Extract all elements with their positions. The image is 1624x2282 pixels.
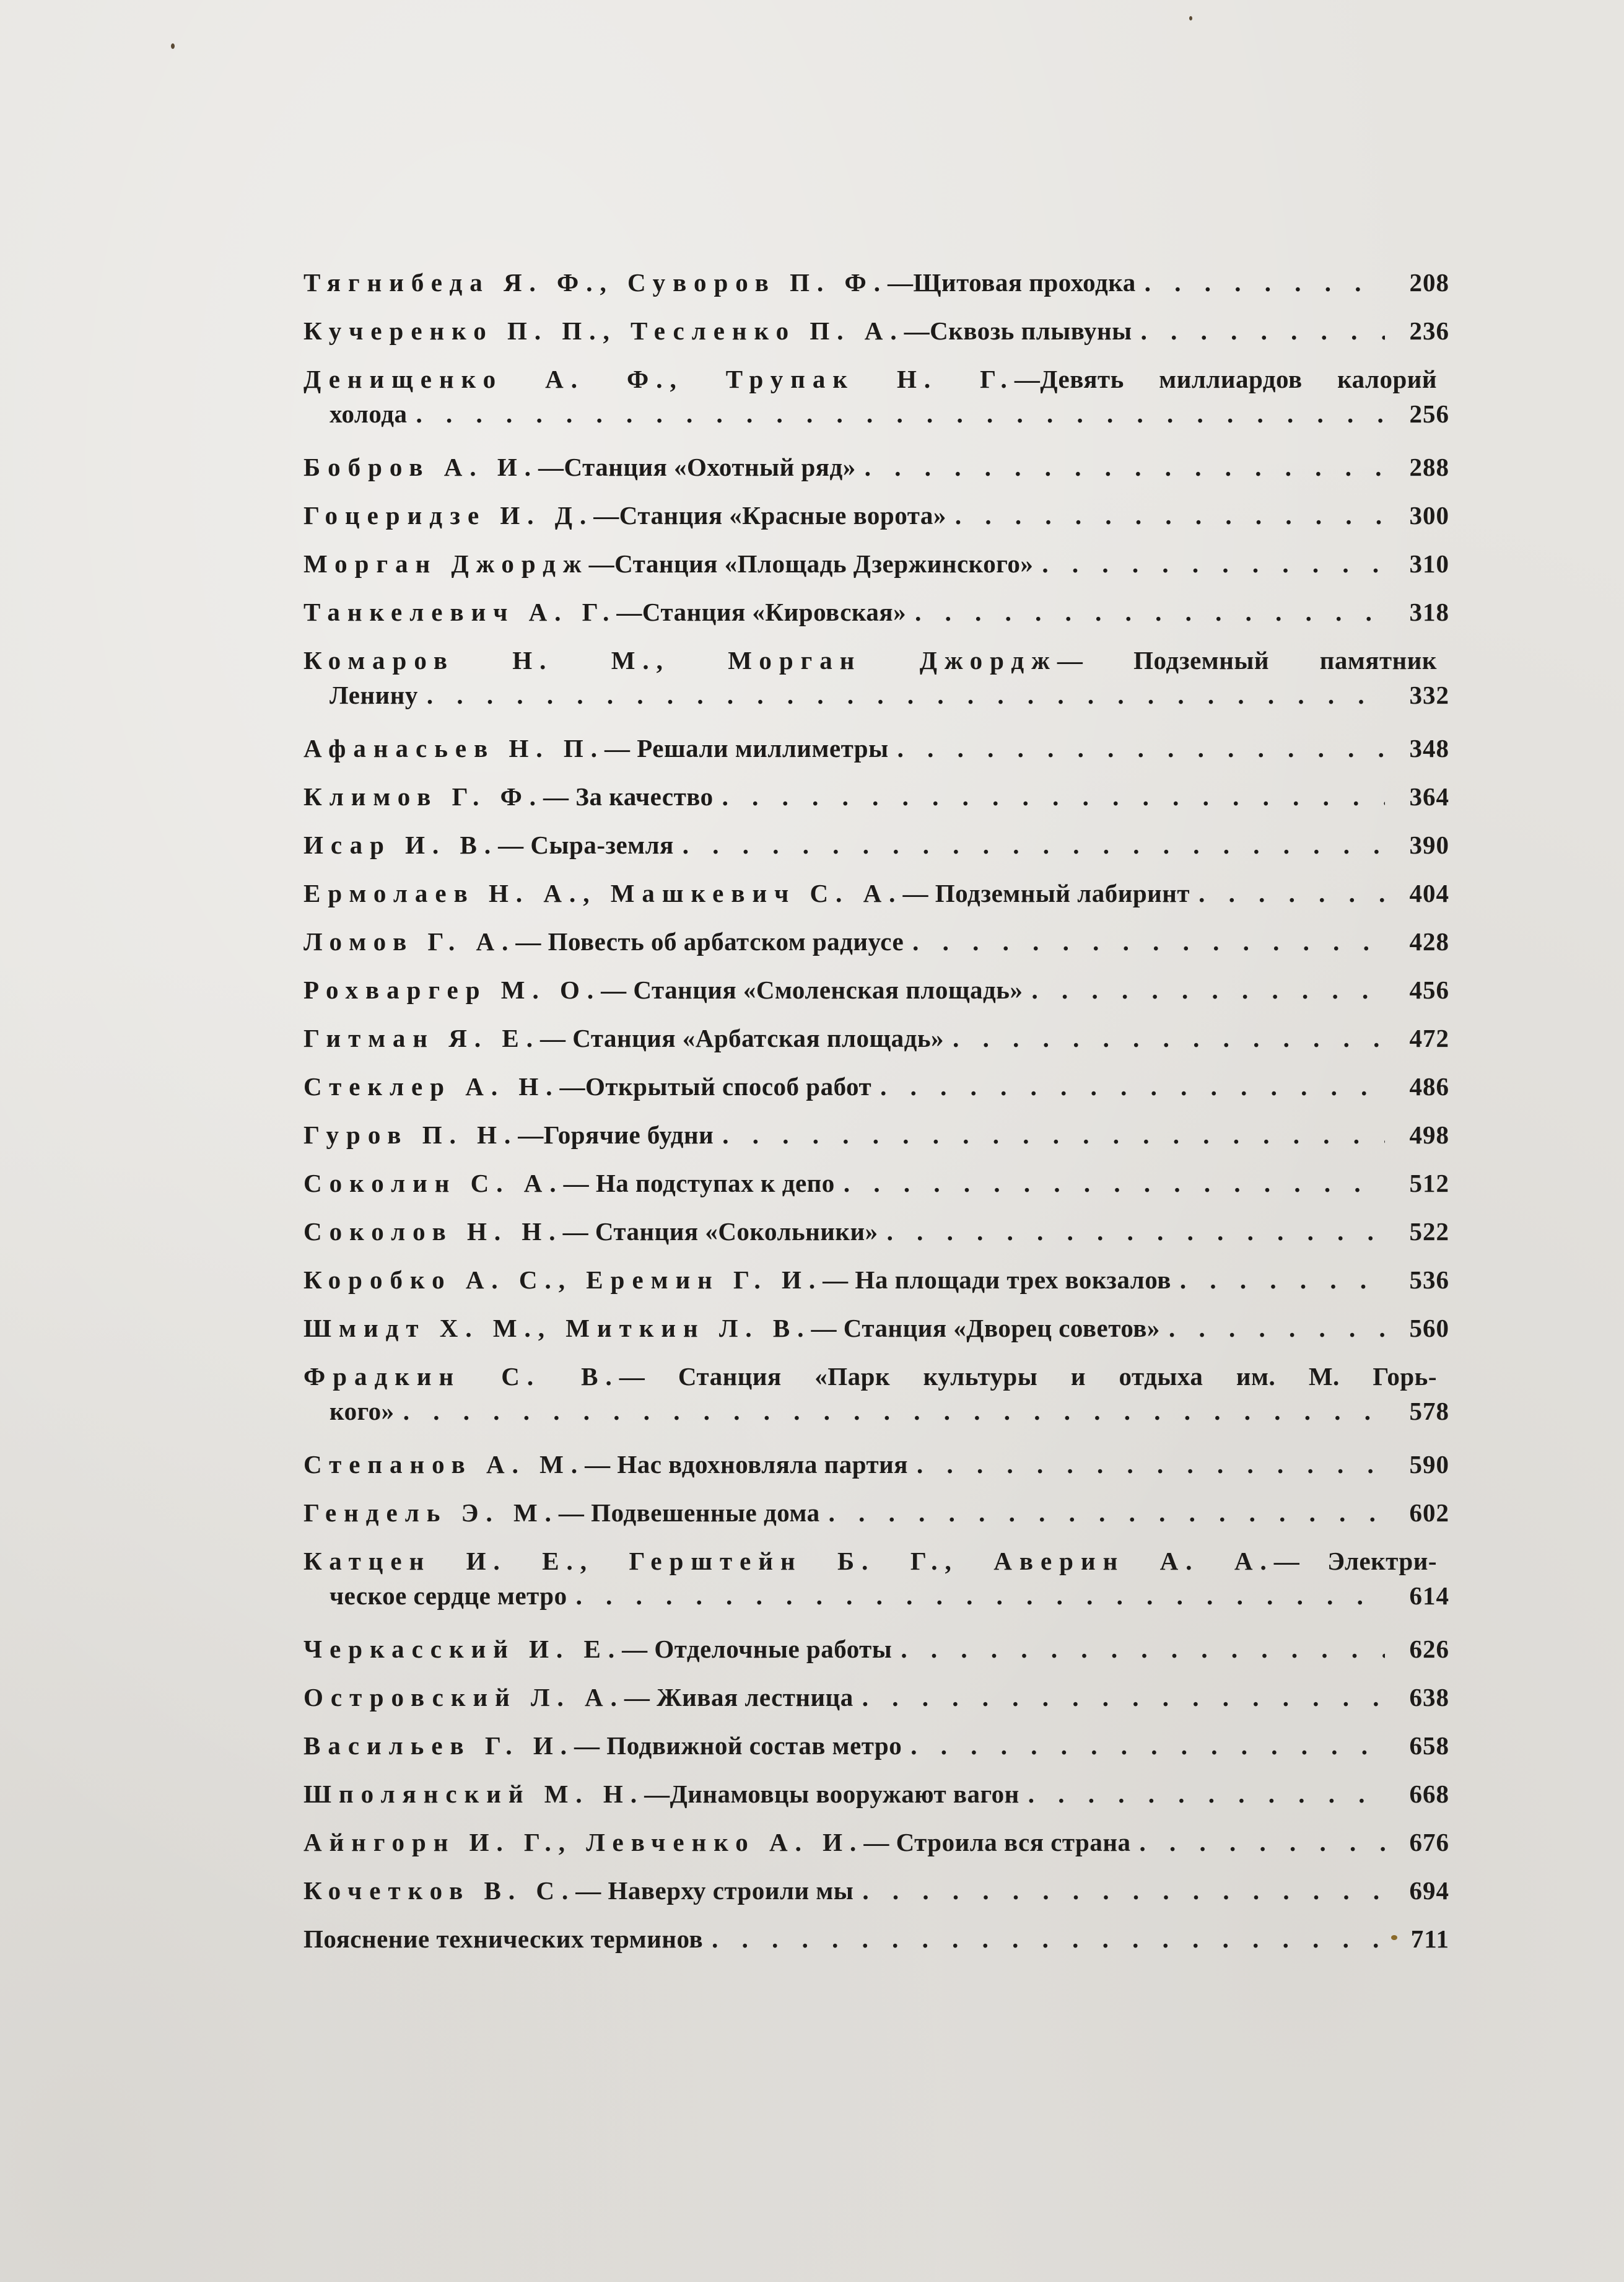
toc-authors: Бобров А. И.	[303, 453, 539, 481]
toc-title: — Станция «Сокольники»	[562, 1217, 878, 1246]
toc-entry	[303, 1214, 1449, 1262]
toc-title: — Живая лестница	[624, 1683, 853, 1712]
toc-entry	[303, 265, 1449, 313]
toc-title: — Подвижной состав метро	[574, 1731, 902, 1760]
toc-page-number: 498	[1409, 1121, 1449, 1149]
dot-leader	[576, 1578, 1385, 1613]
toc-title: — На площади трех вокзалов	[823, 1266, 1171, 1294]
toc-authors: Гендель Э. М.	[303, 1498, 559, 1527]
toc-authors: Соколин С. А.	[303, 1169, 564, 1197]
toc-entry	[303, 313, 1449, 362]
dot-leader	[722, 779, 1385, 814]
paper-speck	[1189, 16, 1192, 20]
toc-authors: Васильев Г. И.	[303, 1731, 575, 1760]
toc-page-number: 208	[1409, 268, 1449, 297]
toc-title: холода	[330, 400, 408, 428]
dot-leader	[712, 1921, 1385, 1956]
toc-page-number: 486	[1409, 1072, 1449, 1101]
toc-authors: Шмидт Х. М., Миткин Л. В.	[303, 1314, 811, 1342]
toc-title: — Станция «Дворец советов»	[811, 1314, 1160, 1342]
toc-title: —Девять миллиардов калорий	[1014, 365, 1438, 393]
toc-entry	[303, 362, 1449, 450]
toc-authors: Морган Джордж	[303, 549, 589, 578]
toc-entry	[303, 779, 1449, 828]
toc-page-number: 638	[1409, 1683, 1449, 1712]
toc-page-number: 428	[1409, 927, 1449, 956]
toc-entry	[303, 1728, 1449, 1777]
toc-page-number: 536	[1409, 1266, 1449, 1294]
toc-title: Ленину	[330, 681, 418, 709]
toc-page-number: 318	[1409, 598, 1449, 626]
toc-page-number: 332	[1409, 681, 1449, 709]
toc-entry	[303, 1311, 1449, 1359]
toc-entry	[303, 643, 1449, 731]
toc-page-number: 348	[1409, 734, 1449, 763]
toc-authors: Айнгорн И. Г., Левченко А. И.	[303, 1828, 864, 1856]
toc-title: — Станция «Парк культуры и отдыха им. М. Горь-	[619, 1362, 1437, 1391]
toc-entry	[303, 1069, 1449, 1117]
dot-leader	[722, 1117, 1385, 1152]
toc-authors: Фрадкин С. В.	[303, 1362, 619, 1391]
toc-authors: Танкелевич А. Г.	[303, 598, 617, 626]
dot-leader	[887, 1214, 1385, 1249]
toc-page-number: 560	[1409, 1314, 1449, 1342]
toc-title: —Станция «Красные ворота»	[593, 501, 946, 530]
dot-leader	[427, 678, 1385, 712]
toc-entry	[303, 1777, 1449, 1825]
toc-page-number: 300	[1409, 501, 1449, 530]
toc-entry	[303, 924, 1449, 973]
toc-entry	[303, 828, 1449, 876]
dot-leader	[1180, 1262, 1385, 1297]
toc-page-number: 522	[1409, 1217, 1449, 1246]
toc-title: —Станция «Кировская»	[616, 598, 907, 626]
toc-title: — Нас вдохновляла партия	[585, 1450, 908, 1479]
toc-title: —Станция «Площадь Дзержинского»	[588, 549, 1034, 578]
dot-leader	[1028, 1777, 1385, 1811]
toc-title: —Горячие будни	[518, 1121, 714, 1149]
toc-title: — Сыра-земля	[498, 831, 674, 859]
toc-entry	[303, 731, 1449, 779]
toc-title: — Электри-	[1273, 1547, 1437, 1575]
toc-title: — Станция «Смоленская площадь»	[601, 976, 1023, 1004]
toc-authors: Стеклер А. Н.	[303, 1072, 560, 1101]
dot-leader	[955, 498, 1385, 533]
dot-leader	[912, 924, 1385, 959]
toc-authors: Кочетков В. С.	[303, 1876, 576, 1905]
toc-authors: Гуров П. Н.	[303, 1121, 518, 1149]
toc-page-number: 472	[1409, 1024, 1449, 1052]
toc-page-number: 578	[1409, 1397, 1449, 1425]
toc-entry	[303, 876, 1449, 924]
toc-entry	[303, 1359, 1449, 1447]
toc-entry	[303, 1921, 1449, 1970]
toc-title: —Щитовая проходка	[888, 268, 1136, 297]
toc-page-number: 236	[1409, 317, 1449, 345]
toc-authors: Комаров Н. М., Морган Джордж	[303, 646, 1057, 675]
dot-leader	[865, 450, 1385, 484]
table-of-contents	[303, 265, 1449, 1970]
toc-entry	[303, 1544, 1449, 1632]
toc-page-number: 694	[1409, 1876, 1449, 1905]
toc-entry	[303, 1447, 1449, 1495]
toc-authors: Островский Л. А.	[303, 1683, 624, 1712]
toc-title: —Станция «Охотный ряд»	[538, 453, 856, 481]
dot-leader	[915, 595, 1385, 629]
toc-authors: Денищенко А. Ф., Трупак Н. Г.	[303, 365, 1015, 393]
toc-entry	[303, 1262, 1449, 1311]
toc-authors: Рохваргер М. О.	[303, 976, 601, 1004]
toc-entry	[303, 1117, 1449, 1166]
toc-page-number: 668	[1409, 1780, 1449, 1808]
toc-title: — Отделочные работы	[622, 1635, 893, 1663]
toc-title: ческое сердце метро	[330, 1581, 567, 1610]
toc-authors: Катцен И. Е., Герштейн Б. Г., Аверин А. А.	[303, 1547, 1274, 1575]
dot-leader	[829, 1495, 1385, 1530]
toc-title: — На подступах к депо	[563, 1169, 835, 1197]
toc-authors: Соколов Н. Н.	[303, 1217, 563, 1246]
toc-page-number: 390	[1409, 831, 1449, 859]
toc-title: кого»	[330, 1397, 395, 1425]
toc-title: —Открытый способ работ	[559, 1072, 872, 1101]
toc-entry	[303, 1873, 1449, 1921]
toc-page-number: 512	[1409, 1169, 1449, 1197]
dot-leader	[844, 1166, 1385, 1200]
toc-page-number: 456	[1409, 976, 1449, 1004]
dot-leader	[1139, 1825, 1385, 1860]
toc-authors: Тягнибеда Я. Ф., Суворов П. Ф.	[303, 268, 888, 297]
toc-page-number: 614	[1409, 1581, 1449, 1610]
toc-page-number: 310	[1409, 549, 1449, 578]
toc-entry	[303, 498, 1449, 546]
toc-entry	[303, 1166, 1449, 1214]
dot-leader	[880, 1069, 1385, 1104]
toc-title: — Подземный памятник	[1057, 646, 1437, 675]
toc-title: —Динамовцы вооружают вагон	[644, 1780, 1019, 1808]
dot-leader	[683, 828, 1385, 862]
toc-authors: Гоцеридзе И. Д.	[303, 501, 594, 530]
dot-leader	[1141, 313, 1385, 348]
toc-entry	[303, 973, 1449, 1021]
dot-leader	[917, 1447, 1385, 1482]
toc-title: — Повесть об арбатском радиусе	[515, 927, 904, 956]
toc-entry	[303, 1632, 1449, 1680]
toc-title: — Строила вся страна	[863, 1828, 1131, 1856]
dot-leader	[862, 1873, 1385, 1908]
toc-authors: Ломов Г. А.	[303, 927, 516, 956]
toc-entry	[303, 1825, 1449, 1873]
toc-authors: Коробко А. С., Еремин Г. И.	[303, 1266, 823, 1294]
dot-leader	[416, 396, 1385, 431]
toc-title: — За качество	[543, 782, 714, 811]
dot-leader	[403, 1394, 1385, 1428]
toc-title: — Подземный лабиринт	[902, 879, 1190, 907]
toc-page-number: 658	[1409, 1731, 1449, 1760]
toc-page-number: 256	[1409, 400, 1449, 428]
toc-page-number: 626	[1409, 1635, 1449, 1663]
toc-entry	[303, 1495, 1449, 1544]
toc-authors: Афанасьев Н. П.	[303, 734, 605, 763]
toc-authors: Исар И. В.	[303, 831, 499, 859]
dot-leader	[1169, 1311, 1385, 1345]
toc-entry	[303, 595, 1449, 643]
toc-authors: Кучеренко П. П., Тесленко П. А.	[303, 317, 904, 345]
toc-title: — Наверху строили мы	[575, 1876, 854, 1905]
toc-entry	[303, 1680, 1449, 1728]
toc-entry	[303, 546, 1449, 595]
toc-page-number: 364	[1409, 782, 1449, 811]
toc-authors: Шполянский М. Н.	[303, 1780, 645, 1808]
toc-page-number: 711	[1410, 1925, 1449, 1953]
toc-entry	[303, 450, 1449, 498]
paper-speck	[171, 43, 175, 49]
dot-leader	[862, 1680, 1385, 1715]
toc-title: —Сквозь плывуны	[904, 317, 1132, 345]
toc-authors: Ермолаев Н. А., Машкевич С. А.	[303, 879, 903, 907]
toc-page-number: 288	[1409, 453, 1449, 481]
toc-title: — Станция «Арбатская площадь»	[540, 1024, 945, 1052]
toc-title: — Подвешенные дома	[558, 1498, 820, 1527]
dot-leader	[897, 731, 1385, 766]
toc-authors: Степанов А. М.	[303, 1450, 585, 1479]
toc-title: Пояснение технических терминов	[303, 1925, 704, 1953]
toc-page-number: 590	[1409, 1450, 1449, 1479]
toc-entry	[303, 1021, 1449, 1069]
toc-title: — Решали миллиметры	[605, 734, 889, 763]
dot-leader	[901, 1632, 1385, 1666]
toc-page-number: 676	[1409, 1828, 1449, 1856]
dot-leader	[910, 1728, 1385, 1763]
dot-leader	[1042, 546, 1385, 581]
toc-authors: Черкасский И. Е.	[303, 1635, 622, 1663]
dot-leader	[1145, 265, 1385, 300]
dot-leader	[1198, 876, 1385, 911]
toc-page-number: 602	[1409, 1498, 1449, 1527]
toc-page-number: 404	[1409, 879, 1449, 907]
dot-leader	[1031, 973, 1385, 1007]
toc-authors: Климов Г. Ф.	[303, 782, 544, 811]
dot-leader	[953, 1021, 1385, 1056]
toc-authors: Гитман Я. Е.	[303, 1024, 541, 1052]
